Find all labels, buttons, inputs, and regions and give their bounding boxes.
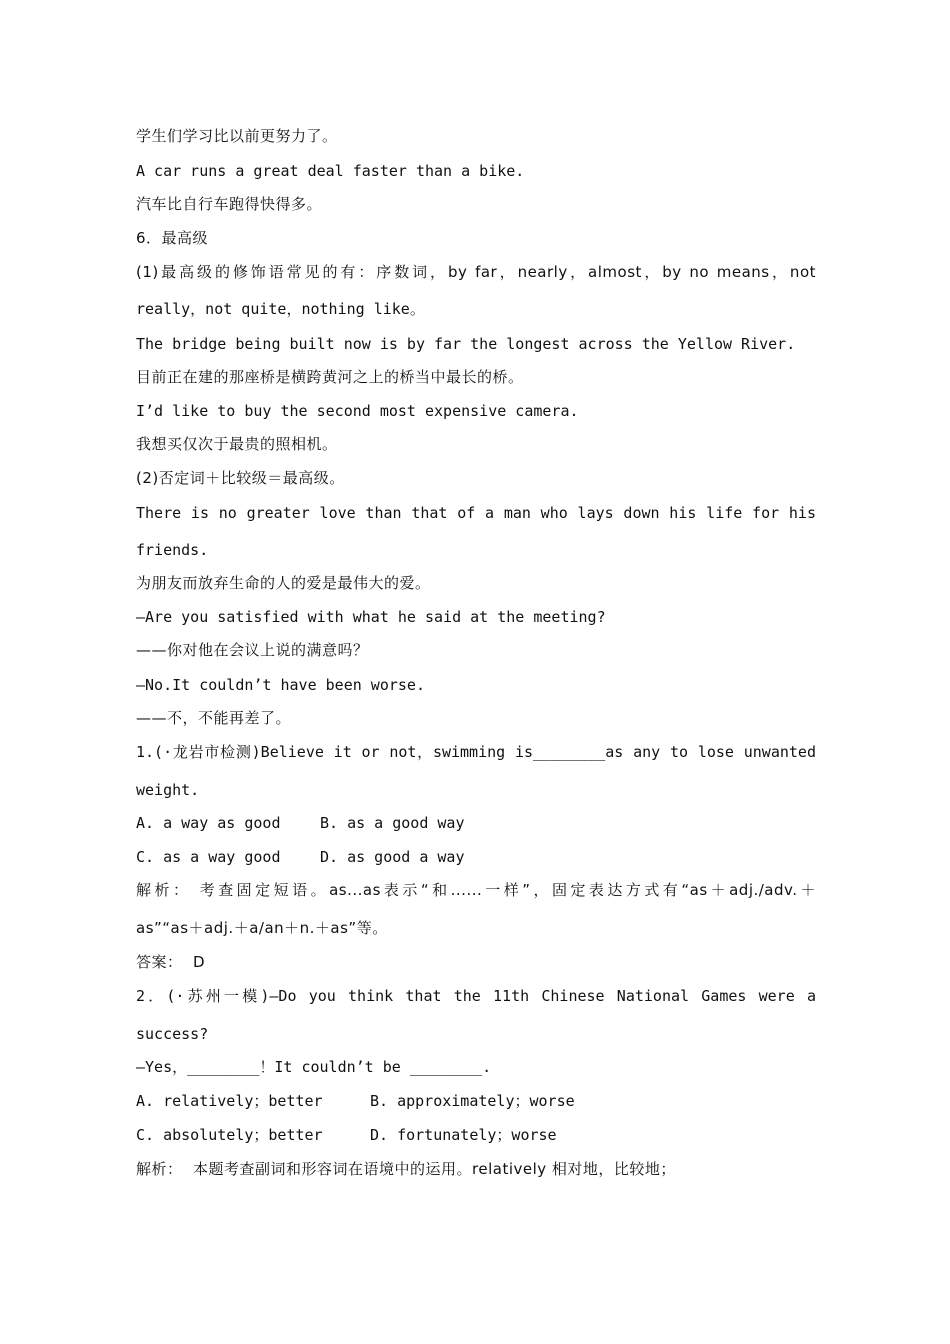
q1-options-row-1 (136, 813, 816, 833)
translation-line: 为朋友而放弃生命的人的爱是最伟大的爱。 (136, 574, 431, 592)
q2-option-a: A. relatively；better (136, 1092, 323, 1110)
question-1: 1.(·龙岩市检测)Believe it or not，swimming is________as any to lose unwanted (136, 743, 816, 761)
q2-options-row-2 (136, 1125, 816, 1145)
q2-option-d: D. fortunately；worse (370, 1126, 557, 1144)
text-line: 学生们学习比以前更努力了。 (136, 127, 338, 145)
dialogue-line: —Are you satisfied with what he said at the meeting? (136, 608, 606, 626)
example-sentence: The bridge being built now is by far the longest across the Yellow River. (136, 335, 796, 353)
question-2: 2．(·苏州一模)—Do you think that the 11th Chinese National Games were a (136, 987, 816, 1005)
q2-option-c: C. absolutely；better (136, 1126, 323, 1144)
q1-answer: 答案： D (136, 953, 206, 971)
example-sentence: A car runs a great deal faster than a bike. (136, 162, 525, 180)
question-2-dialogue: —Yes，________！It couldn’t be ________. (136, 1058, 492, 1076)
example-sentence: I’d like to buy the second most expensive camera. (136, 402, 579, 420)
example-sentence: friends. (136, 541, 209, 559)
translation-line: 目前正在建的那座桥是横跨黄河之上的桥当中最长的桥。 (136, 368, 524, 386)
q1-option-c: C. as a way good (136, 848, 281, 866)
subsection-heading: (2)否定词＋比较级＝最高级。 (136, 469, 345, 487)
translation-line: ——不，不能再差了。 (136, 709, 292, 727)
translation-line: 我想买仅次于最贵的照相机。 (136, 435, 338, 453)
text-line: (1)最高级的修饰语常见的有：序数词，by far，nearly，almost，by no means，not (136, 263, 816, 281)
question-1-continued: weight. (136, 781, 200, 799)
dialogue-line: —No.It couldn’t have been worse. (136, 676, 425, 694)
q2-analysis: 解析： 本题考查副词和形容词在语境中的运用。relatively 相对地，比较地； (136, 1160, 676, 1178)
translation-line: 汽车比自行车跑得快得多。 (136, 195, 323, 213)
q1-options-row-2 (136, 847, 816, 867)
q1-option-a: A. a way as good (136, 814, 281, 832)
q1-analysis: 解析： 考查固定短语。as...as表示“和......一样”，固定表达方式有“as＋adj./adv.＋ (136, 881, 816, 899)
q1-option-d: D. as good a way (320, 848, 465, 866)
q1-option-b: B. as a good way (320, 814, 465, 832)
q2-options-row-1 (136, 1091, 816, 1111)
text-line: really，not quite，nothing like。 (136, 300, 425, 318)
question-2-continued: success? (136, 1025, 209, 1043)
example-sentence: There is no greater love than that of a man who lays down his life for his (136, 504, 816, 522)
translation-line: ——你对他在会议上说的满意吗？ (136, 641, 369, 659)
section-heading: 6．最高级 (136, 229, 209, 247)
q2-option-b: B. approximately；worse (370, 1092, 575, 1110)
q1-analysis-continued: as”“as＋adj.＋a/an＋n.＋as”等。 (136, 919, 388, 937)
